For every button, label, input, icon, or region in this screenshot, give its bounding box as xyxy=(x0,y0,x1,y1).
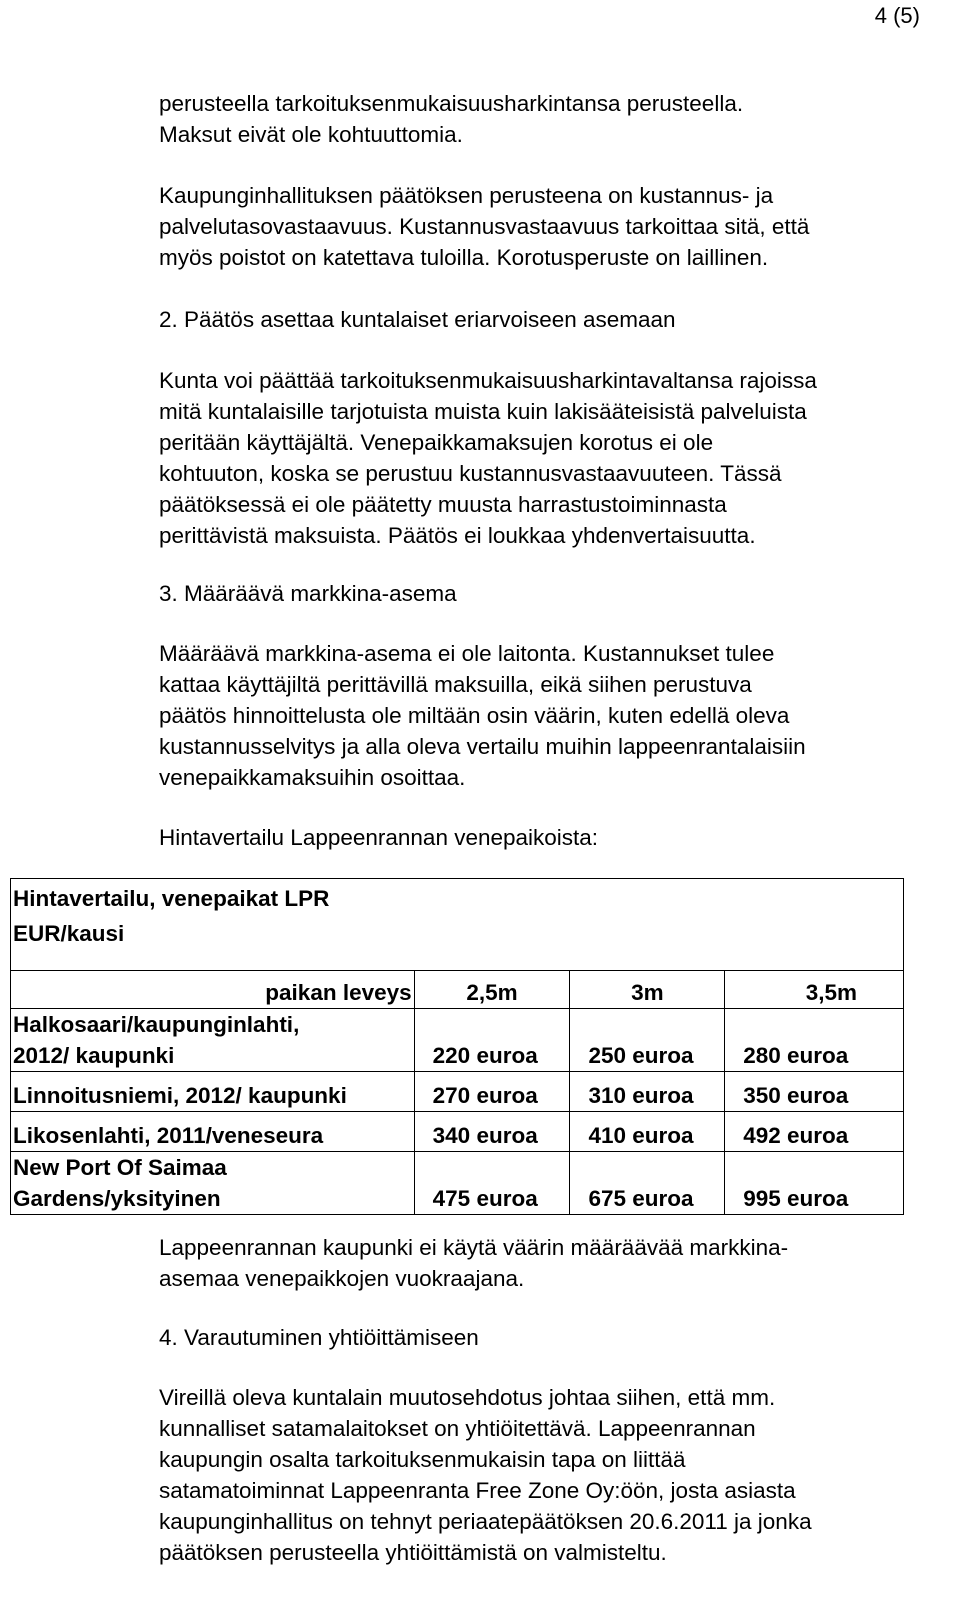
text-line: päätöksessä ei ole päätetty muusta harrastustoiminnasta xyxy=(159,492,727,517)
row-value: 492 euroa xyxy=(725,1112,904,1152)
text-line: mitä kuntalaisille tarjotuista muista kuin lakisääteisistä palveluista xyxy=(159,399,807,424)
table-title-line: Hintavertailu, venepaikat LPR xyxy=(13,886,330,911)
table-row xyxy=(11,1152,904,1215)
text-line: palvelutasovastaavuus. Kustannusvastaavuus tarkoittaa sitä, että xyxy=(159,214,810,239)
row-label: Likosenlahti, 2011/veneseura xyxy=(11,1112,415,1152)
row-value: 340 euroa xyxy=(414,1112,570,1152)
text-line: Vireillä oleva kuntalain muutosehdotus johtaa siihen, että mm. xyxy=(159,1385,776,1410)
text-line: kohtuuton, koska se perustuu kustannusvastaavuuteen. Tässä xyxy=(159,461,782,486)
table-row xyxy=(11,1112,904,1152)
header-col: 3m xyxy=(570,971,725,1009)
table-row xyxy=(11,1009,904,1072)
header-col: 2,5m xyxy=(414,971,570,1009)
table-title-box xyxy=(10,878,904,970)
text-line: myös poistot on katettava tuloilla. Korotusperuste on laillinen. xyxy=(159,245,769,270)
header-col: 3,5m xyxy=(725,971,904,1009)
row-value: 250 euroa xyxy=(570,1009,725,1072)
section-heading-3: 3. Määräävä markkina-asema xyxy=(159,581,457,606)
text-line: päätöksen perusteella yhtiöittämistä on valmisteltu. xyxy=(159,1540,667,1565)
row-label: New Port Of Saimaa Gardens/yksityinen xyxy=(11,1152,415,1215)
text-line: satamatoiminnat Lappeenranta Free Zone Oy:öön, josta asiasta xyxy=(159,1478,796,1503)
row-value: 475 euroa xyxy=(414,1152,570,1215)
row-label: Halkosaari/kaupunginlahti, 2012/ kaupunki xyxy=(11,1009,415,1072)
text-line: kattaa käyttäjiltä perittävillä maksuilla, eikä siihen perustuva xyxy=(159,672,752,697)
row-value: 410 euroa xyxy=(570,1112,725,1152)
text-line: venepaikkamaksuihin osoittaa. xyxy=(159,765,466,790)
paragraph-4 xyxy=(159,638,949,793)
text-line: perusteella tarkoituksenmukaisuusharkintansa perusteella. xyxy=(159,91,744,116)
text-line: Kunta voi päättää tarkoituksenmukaisuusharkintavaltansa rajoissa xyxy=(159,368,817,393)
table-caption: Hintavertailu Lappeenrannan venepaikoista: xyxy=(159,825,599,850)
row-value: 280 euroa xyxy=(725,1009,904,1072)
row-value: 350 euroa xyxy=(725,1072,904,1112)
text-line: kunnalliset satamalaitokset on yhtiöitettävä. Lappeenrannan xyxy=(159,1416,756,1441)
text-line: asemaa venepaikkojen vuokraajana. xyxy=(159,1266,525,1291)
paragraph-1 xyxy=(159,88,949,150)
paragraph-7 xyxy=(159,1382,949,1568)
row-value: 220 euroa xyxy=(414,1009,570,1072)
text-line: Määräävä markkina-asema ei ole laitonta. Kustannukset tulee xyxy=(159,641,775,666)
row-value: 310 euroa xyxy=(570,1072,725,1112)
table-title-line: EUR/kausi xyxy=(13,921,125,946)
table-header-row xyxy=(11,971,904,1009)
paragraph-3 xyxy=(159,365,949,551)
price-comparison-table xyxy=(10,878,904,1215)
section-heading-4: 4. Varautuminen yhtiöittämiseen xyxy=(159,1325,479,1350)
paragraph-2 xyxy=(159,180,949,273)
text-line: kaupunginhallitus on tehnyt periaatepäätöksen 20.6.2011 ja jonka xyxy=(159,1509,812,1534)
text-line: kustannusselvitys ja alla oleva vertailu muihin lappeenrantalaisiin xyxy=(159,734,806,759)
text-line: Kaupunginhallituksen päätöksen perusteena on kustannus- ja xyxy=(159,183,774,208)
section-heading-2: 2. Päätös asettaa kuntalaiset eriarvoiseen asemaan xyxy=(159,307,676,332)
text-line: Maksut eivät ole kohtuuttomia. xyxy=(159,122,463,147)
text-line: kaupungin osalta tarkoituksenmukaisin tapa on liittää xyxy=(159,1447,686,1472)
row-value: 675 euroa xyxy=(570,1152,725,1215)
price-grid xyxy=(10,970,904,1215)
row-value: 995 euroa xyxy=(725,1152,904,1215)
row-value: 270 euroa xyxy=(414,1072,570,1112)
header-width-label: paikan leveys xyxy=(11,971,415,1009)
text-line: perittävistä maksuista. Päätös ei loukkaa yhdenvertaisuutta. xyxy=(159,523,756,548)
page-number: 4 (5) xyxy=(874,3,920,28)
text-line: päätös hinnoittelusta ole miltään osin väärin, kuten edellä oleva xyxy=(159,703,790,728)
table-row xyxy=(11,1072,904,1112)
text-line: Lappeenrannan kaupunki ei käytä väärin määräävää markkina- xyxy=(159,1235,789,1260)
paragraph-6 xyxy=(159,1232,949,1294)
text-line: peritään käyttäjältä. Venepaikkamaksujen korotus ei ole xyxy=(159,430,714,455)
row-label: Linnoitusniemi, 2012/ kaupunki xyxy=(11,1072,415,1112)
